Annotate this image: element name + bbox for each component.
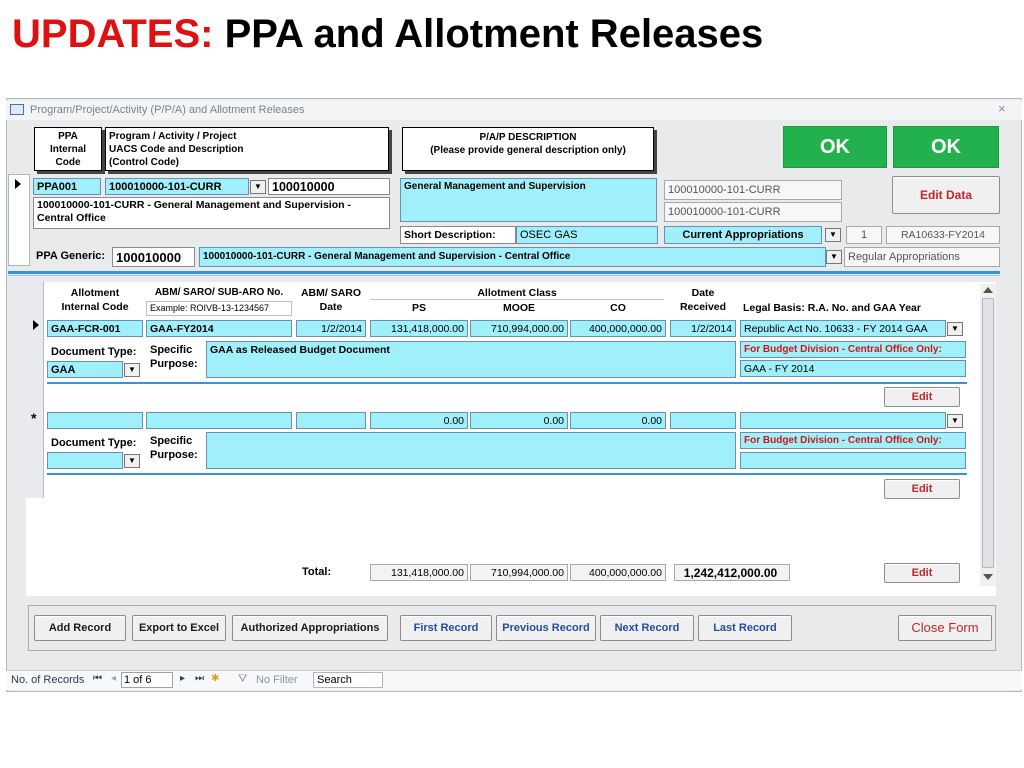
- last-record-nav-icon[interactable]: ⏭: [195, 673, 204, 684]
- new-doc-type-label: Document Type:: [51, 437, 137, 449]
- abm-saro-header: ABM/ SARO/ SUB-ARO No.: [154, 287, 284, 298]
- scroll-thumb[interactable]: [982, 298, 994, 568]
- code-field-1[interactable]: 100010000-101-CURR: [664, 180, 842, 200]
- slide-title-text: PPA and Allotment Releases: [224, 12, 764, 56]
- records-label: No. of Records: [11, 674, 85, 686]
- close-form-button[interactable]: Close Form: [898, 615, 992, 641]
- new-legal-basis-combo[interactable]: [740, 412, 946, 429]
- total-co-field: 400,000,000.00: [570, 564, 666, 581]
- co-field[interactable]: 400,000,000.00: [570, 320, 666, 337]
- new-purpose-label: Specific Purpose:: [150, 435, 198, 461]
- chevron-down-icon[interactable]: ▼: [124, 363, 140, 377]
- window-title: Program/Project/Activity (P/P/A) and Allotment Releases: [6, 100, 1022, 120]
- abm-date-field[interactable]: 1/2/2014: [296, 320, 366, 337]
- scroll-up-icon[interactable]: [983, 287, 993, 293]
- program-desc-field[interactable]: 100010000-101-CURR - General Management and Supervision - Central Office: [33, 197, 390, 229]
- saro-field[interactable]: GAA-FY2014: [146, 320, 292, 337]
- previous-record-nav-icon[interactable]: ◂: [111, 673, 117, 684]
- new-record-icon: *: [31, 410, 37, 426]
- ppa-generic-combo[interactable]: 100010000-101-CURR - General Management and Supervision - Central Office: [199, 247, 826, 267]
- authorized-appropriations-button[interactable]: Authorized Appropriations: [232, 615, 388, 641]
- count-field: 1: [846, 226, 882, 244]
- doc-type-combo[interactable]: GAA: [47, 361, 123, 378]
- uacs-code-combo[interactable]: 100010000-101-CURR: [105, 178, 249, 195]
- legal-basis-combo[interactable]: Republic Act No. 10633 - FY 2014 GAA: [740, 320, 946, 337]
- new-record-nav-icon[interactable]: ✱: [211, 673, 220, 684]
- mooe-field[interactable]: 710,994,000.00: [470, 320, 568, 337]
- chevron-down-icon[interactable]: ▼: [124, 454, 140, 468]
- abm-example-text: Example: ROIVB-13-1234567: [146, 301, 292, 316]
- ppa-generic-field[interactable]: 100010000: [112, 247, 195, 267]
- slide-title-highlight: UPDATES:: [12, 12, 214, 56]
- ps-header: PS: [411, 302, 426, 314]
- new-allotment-code-field[interactable]: [47, 412, 143, 429]
- short-desc-label: Short Description:: [400, 226, 516, 244]
- add-record-button[interactable]: Add Record: [34, 615, 126, 641]
- co-header: CO: [610, 302, 626, 314]
- ps-field[interactable]: 131,418,000.00: [370, 320, 468, 337]
- date-received-header: Date Received: [679, 287, 727, 313]
- new-abm-date-field[interactable]: [296, 412, 366, 429]
- record-selector[interactable]: [8, 174, 30, 266]
- new-date-received-field[interactable]: [670, 412, 736, 429]
- new-budget-note-label: For Budget Division - Central Office Only:: [740, 432, 966, 449]
- grand-total-field: 1,242,412,000.00: [674, 564, 790, 581]
- export-excel-button[interactable]: Export to Excel: [132, 615, 226, 641]
- next-record-nav-icon[interactable]: ▸: [180, 673, 186, 684]
- filter-icon[interactable]: ⛛: [238, 673, 248, 685]
- regular-appropriations-field: Regular Appropriations: [844, 247, 1000, 267]
- previous-record-button[interactable]: Previous Record: [496, 615, 596, 641]
- scroll-down-icon[interactable]: [983, 574, 993, 580]
- purpose-label: Specific Purpose:: [150, 344, 198, 370]
- chevron-down-icon[interactable]: ▼: [825, 228, 841, 242]
- allotment-code-field[interactable]: GAA-FCR-001: [47, 320, 143, 337]
- ok-button-1[interactable]: OK: [783, 126, 887, 168]
- new-doc-type-combo[interactable]: [47, 452, 123, 469]
- doc-type-label: Document Type:: [51, 346, 137, 358]
- ppa-code-header: PPA Internal Code: [34, 127, 102, 171]
- allotment-code-header: Allotment Internal Code: [61, 287, 129, 313]
- ra-code-field: RA10633-FY2014: [886, 226, 1000, 244]
- new-budget-value-field[interactable]: [740, 452, 966, 469]
- description-field[interactable]: General Management and Supervision: [400, 178, 657, 222]
- slide-title: [12, 12, 763, 56]
- subform-scrollbar[interactable]: [980, 284, 996, 586]
- budget-value-field[interactable]: GAA - FY 2014: [740, 360, 966, 377]
- new-purpose-field[interactable]: [206, 432, 736, 469]
- subform-selector-column: [26, 282, 44, 498]
- row1-edit-button[interactable]: Edit: [884, 387, 960, 407]
- first-record-button[interactable]: First Record: [400, 615, 492, 641]
- chevron-down-icon[interactable]: ▼: [947, 322, 963, 336]
- program-header: Program / Activity / Project UACS Code and Description (Control Code): [105, 127, 389, 171]
- total-mooe-field: 710,994,000.00: [470, 564, 568, 581]
- row-divider: [47, 382, 967, 384]
- ppa-generic-label: PPA Generic:: [36, 250, 106, 262]
- chevron-down-icon[interactable]: ▼: [947, 414, 963, 428]
- filter-status[interactable]: No Filter: [256, 674, 298, 686]
- date-received-field[interactable]: 1/2/2014: [670, 320, 736, 337]
- allotment-class-header: Allotment Class: [370, 286, 664, 300]
- budget-note-label: For Budget Division - Central Office Only:: [740, 341, 966, 358]
- current-record-field[interactable]: 1 of 6: [121, 672, 173, 688]
- description-header: P/A/P DESCRIPTION (Please provide general description only): [402, 127, 654, 171]
- new-saro-field[interactable]: [146, 412, 292, 429]
- form-icon: [10, 104, 24, 115]
- section-divider-light: [8, 275, 1000, 276]
- row-divider: [47, 473, 967, 475]
- total-label: Total:: [302, 566, 332, 578]
- first-record-nav-icon[interactable]: ⏮: [93, 673, 102, 684]
- mooe-header: MOOE: [502, 302, 536, 314]
- abm-date-header: ABM/ SARO Date: [300, 287, 362, 313]
- legal-basis-header: Legal Basis: R.A. No. and GAA Year: [743, 302, 921, 314]
- new-ps-field[interactable]: 0.00: [370, 412, 468, 429]
- search-input[interactable]: Search: [313, 672, 383, 688]
- chevron-down-icon[interactable]: ▼: [250, 180, 266, 194]
- total-ps-field: 131,418,000.00: [370, 564, 468, 581]
- appropriation-type-combo[interactable]: Current Appropriations: [664, 226, 822, 244]
- edit-data-button[interactable]: Edit Data: [892, 176, 1000, 214]
- short-desc-field[interactable]: OSEC GAS: [516, 226, 658, 244]
- section-divider: [8, 271, 1000, 274]
- ok-button-2[interactable]: OK: [893, 126, 999, 168]
- purpose-field[interactable]: GAA as Released Budget Document: [206, 341, 736, 378]
- code-field-2[interactable]: 100010000-101-CURR: [664, 202, 842, 222]
- row2-edit-button[interactable]: Edit: [884, 479, 960, 499]
- next-record-button[interactable]: Next Record: [600, 615, 694, 641]
- chevron-down-icon[interactable]: ▼: [826, 250, 842, 264]
- last-record-button[interactable]: Last Record: [698, 615, 792, 641]
- close-icon[interactable]: ×: [998, 101, 1006, 116]
- new-co-field[interactable]: 0.00: [570, 412, 666, 429]
- uacs-short-field[interactable]: 100010000: [268, 178, 390, 195]
- row-arrow-icon: [33, 320, 39, 330]
- ppa-id-field[interactable]: PPA001: [33, 178, 101, 195]
- current-record-arrow-icon: [15, 179, 21, 189]
- new-mooe-field[interactable]: 0.00: [470, 412, 568, 429]
- total-edit-button[interactable]: Edit: [884, 563, 960, 583]
